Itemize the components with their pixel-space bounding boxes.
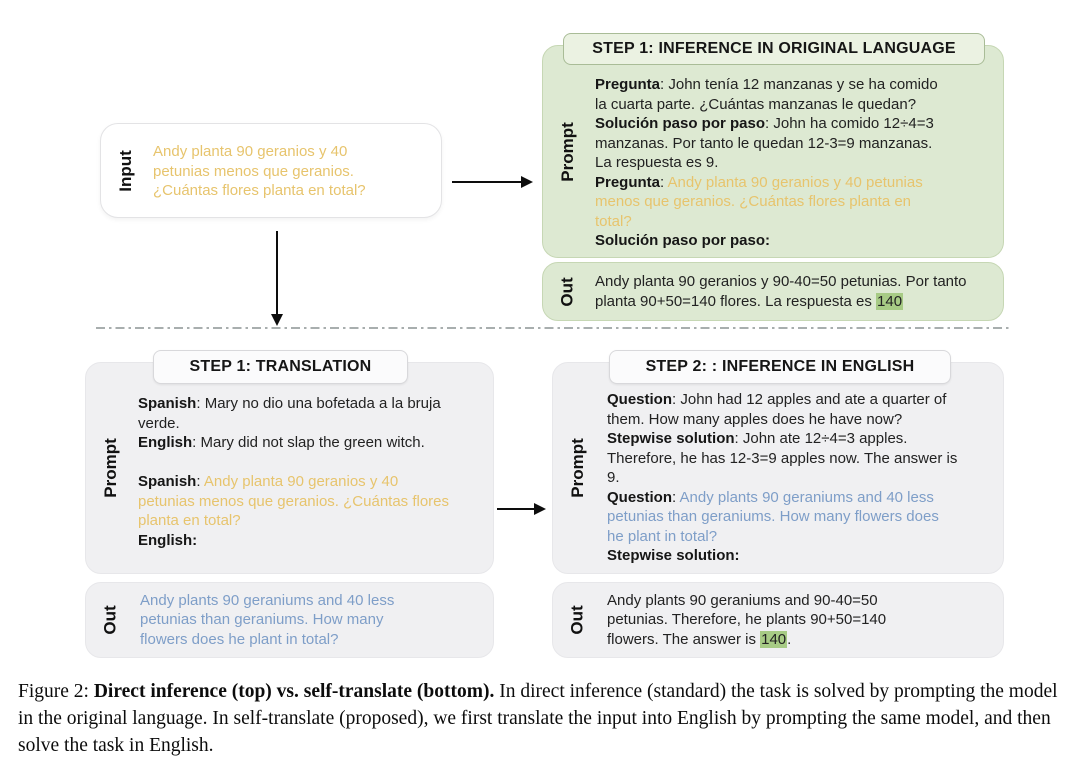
direct-out-text: Andy planta 90 geranios y 90-40=50 petunias. Por tanto planta 90+50=140 flores. La respuesta es 140: [595, 273, 967, 310]
prompt-segment: Spanish: Andy planta 90 geranios y 40 petunias menos que geranios. ¿Cuántas flores planta en total?: [138, 473, 450, 529]
english-prompt-text: [607, 390, 959, 566]
prompt-segment: Solución paso por paso:: [595, 232, 771, 249]
direct-inference-out-box: [542, 262, 1004, 321]
translation-header: STEP 1: TRANSLATION: [153, 350, 408, 384]
prompt-label: Prompt: [558, 121, 577, 182]
prompt-label: Prompt: [568, 438, 587, 498]
prompt-segment: Stepwise solution: John ate 12÷4=3 apples. Therefore, he has 12-3=9 apples now. The answer is 9.: [607, 430, 958, 486]
arrow-translation-to-english-inference: [497, 508, 535, 510]
out-label: Out: [558, 276, 577, 307]
direct-prompt-text: [595, 75, 945, 251]
caption-rest: In direct inference (standard) the task is solved by prompting the model in the original language. In self-translate (proposed), we first translate the input into English by prompting the same model, and then solve the task in English.: [18, 681, 1058, 756]
prompt-segment: Solución paso por paso: John ha comido 12÷4=3 manzanas. Por tanto le quedan 12-3=9 manzanas. La respuesta es 9.: [595, 115, 934, 171]
english-inference-out-box: [552, 582, 1004, 658]
out-label: Out: [568, 605, 587, 635]
prompt-segment: Pregunta: John tenía 12 manzanas y se ha comido la cuarta parte. ¿Cuántas manzanas le quedan?: [595, 76, 938, 113]
prompt-label: Prompt: [101, 438, 120, 498]
answer-highlight: 140: [761, 630, 787, 648]
input-box: [100, 123, 442, 218]
translation-out-side-label: [86, 583, 136, 657]
translation-out-box: [85, 582, 494, 658]
prompt-segment: Spanish: Mary no dio una bofetada a la bruja verde.: [138, 395, 441, 432]
translation-prompt-text: [138, 394, 456, 550]
out-label: Out: [101, 605, 120, 635]
direct-inference-header: STEP 1: INFERENCE IN ORIGINAL LANGUAGE: [563, 33, 985, 65]
arrow-input-to-translation: [276, 231, 278, 315]
direct-inference-prompt-box: [542, 40, 1004, 258]
prompt-segment: Stepwise solution:: [607, 547, 740, 564]
prompt-segment: Question: John had 12 apples and ate a quarter of them. How many apples does he have now?: [607, 391, 947, 428]
english-out-side-label: [553, 583, 603, 657]
translation-out-text: Andy plants 90 geraniums and 40 less petunias than geraniums. How many flowers does he plant in total?: [140, 591, 395, 648]
english-prompt-side-label: [553, 363, 603, 573]
figure-caption: [18, 678, 1068, 759]
input-label: Input: [115, 149, 135, 192]
input-text: Andy planta 90 geranios y 40 petunias menos que geranios. ¿Cuántas flores planta en total?: [153, 143, 366, 199]
prompt-segment: Pregunta: Andy planta 90 geranios y 40 petunias menos que geranios. ¿Cuántas flores planta en total?: [595, 173, 923, 230]
translation-prompt-box: [85, 358, 494, 574]
prompt-segment: English:: [138, 531, 198, 549]
english-inference-prompt-box: [552, 358, 1004, 574]
prompt-segment: Question: Andy plants 90 geraniums and 40 less petunias than geraniums. How many flowers does he plant in total?: [607, 488, 939, 545]
english-inference-header: STEP 2: : INFERENCE IN ENGLISH: [609, 350, 951, 384]
caption-bold: Direct inference (top) vs. self-translate (bottom).: [93, 681, 495, 702]
caption-prefix: Figure 2:: [18, 681, 94, 702]
translation-prompt-side-label: [86, 363, 136, 573]
arrow-input-to-direct-inference: [452, 181, 522, 183]
input-side-label: [101, 124, 151, 217]
direct-prompt-side-label: [543, 46, 593, 257]
prompt-segment: English: Mary did not slap the green witch.: [138, 434, 425, 451]
direct-out-side-label: [543, 263, 593, 320]
dashed-divider: [96, 327, 1012, 329]
answer-highlight: 140: [877, 292, 903, 310]
english-out-text: Andy plants 90 geraniums and 90-40=50 petunias. Therefore, he plants 90+50=140 flowers. The answer is 140.: [607, 591, 887, 648]
